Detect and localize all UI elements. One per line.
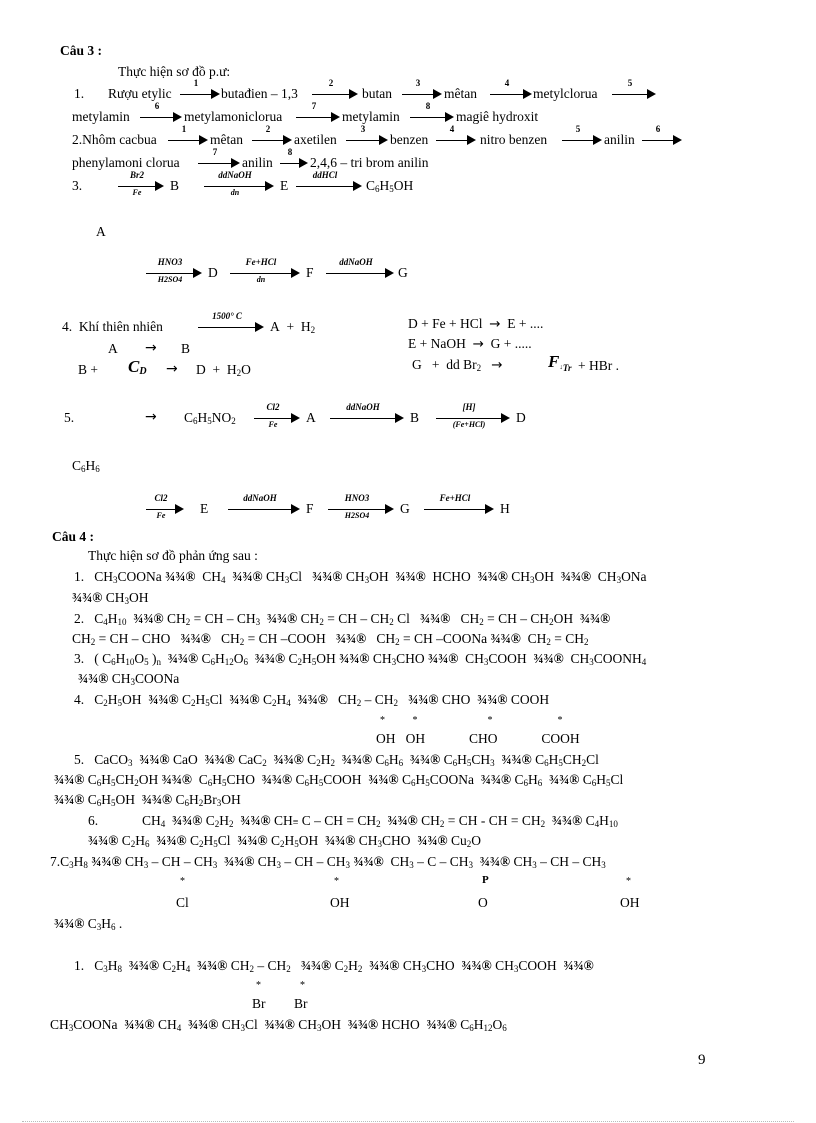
arrow-7: 7: [198, 157, 240, 169]
q2-item: phenylamoni clorua: [72, 155, 180, 170]
c4-8-sub1: Br: [252, 996, 266, 1011]
q5-D: D: [516, 410, 526, 425]
c4-8-mark1: *: [256, 980, 261, 991]
arrow-naoh: ddNaOH dn: [204, 180, 274, 192]
c4-6: 6. $CH_4$ ¾¾® $C_2H_2$ ¾¾® CH≡ C – CH = $CH_2$ ¾¾® $CH_2$ = CH - CH = $CH_2$ ¾¾® $C_4H_{10}$: [88, 813, 618, 829]
arrow-naoh2: ddNaOH: [326, 267, 394, 279]
cau3-intro: Thực hiện sơ đồ p.ư:: [118, 64, 231, 79]
c4-1: 1. $CH_3COONa$ ¾¾® $CH_4$ ¾¾® $CH_3Cl$ ¾¾® $CH_3OH$ ¾¾® HCHO ¾¾® $CH_3OH$ ¾¾® $CH_3ONa$: [74, 569, 647, 585]
q3-E: E: [280, 178, 289, 193]
q1-item: butađien – 1,3: [221, 86, 298, 101]
c4-7b: ¾¾® $C_3H_6$ .: [54, 916, 123, 932]
q4-l2b: B: [181, 341, 191, 356]
q2-item: benzen: [390, 132, 429, 147]
arrow-4: 4: [490, 88, 532, 100]
arrow-8: 8: [280, 157, 308, 169]
q3-G: G: [398, 265, 408, 280]
q1-item: metylclorua: [533, 86, 598, 101]
c4-7-mark1: *: [180, 876, 185, 887]
arrow-5: 5: [562, 134, 602, 146]
arrow-hno3b: HNO3 H2SO4: [328, 503, 394, 515]
q3-num: 3.: [72, 178, 83, 193]
arrow-6: 6: [642, 134, 682, 146]
arrow-1500: 1500° C: [198, 321, 264, 333]
q4-r2: E + NaOH → G + .....: [408, 336, 532, 352]
q5-E: E: [200, 501, 209, 516]
c4-1b: ¾¾® $CH_3OH$: [72, 590, 149, 606]
q1-item: metylamin: [342, 109, 400, 124]
arrow-cl2b: Cl2 Fe: [146, 503, 184, 515]
q5-c6h6: $C_6H_6$: [72, 458, 100, 474]
q5-arrow0: →: [145, 409, 157, 425]
arrow-naohb: ddNaOH: [228, 503, 300, 515]
c4-5b: ¾¾® $C_6H_5CH_2OH$ ¾¾® $C_6H_5CHO$ ¾¾® $C_6H_5COOH$ ¾¾® $C_6H_5COONa$ ¾¾® $C_6H_6$ ¾¾® $C_6H_5Cl$: [54, 772, 624, 788]
arrow-naoh: ddNaOH: [330, 412, 404, 424]
arrow-h: [H] (Fe+HCl): [436, 412, 510, 424]
page-bottom-rule: [22, 1121, 794, 1122]
c4-4: 4. $C_2H_5OH$ ¾¾® $C_2H_5Cl$ ¾¾® $C_2H_4$ ¾¾® $CH_2 - CH_2$ ¾¾® CHO ¾¾® COOH: [74, 692, 550, 708]
q4-l1end: $A + H_2$: [270, 319, 316, 335]
c4-5c: ¾¾® $C_6H_5OH$ ¾¾® $C_6H_2Br_3OH$: [54, 792, 241, 808]
q2-item: axetilen: [294, 132, 337, 147]
q4-line1: 4. Khí thiên nhiên: [62, 319, 163, 334]
cau4-heading: Câu 4 :: [52, 529, 95, 544]
c4-8-sub2: Br: [294, 996, 308, 1011]
arrow-fehcl: Fe+HCl dn: [230, 267, 300, 279]
q5-c6h5no2: $C_6H_5NO_2$: [184, 410, 236, 426]
q3-end: $C_6H_5OH$: [366, 178, 414, 194]
q4-l3a: B +: [78, 362, 98, 377]
cau4-intro: Thực hiện sơ đồ phản ứng sau :: [88, 548, 258, 563]
c4-7-mark3: P: [482, 874, 489, 886]
arrow-2: 2: [312, 88, 358, 100]
q4-r3e: + HBr .: [578, 358, 619, 373]
q1-item: metylamin: [72, 109, 130, 124]
c4-8-mark2: *: [300, 980, 305, 991]
c4-4-marks: * * * *: [380, 715, 563, 726]
arrow-3: 3: [346, 134, 388, 146]
q4-l2a: A: [108, 341, 118, 356]
c4-7: $7.C_3H_8$ ¾¾® $CH_3$ – CH – $CH_3$ ¾¾® $CH_3$ – CH – $CH_3$ ¾¾® $CH_3$ – C – $CH_3$ ¾¾® $CH_3$ – CH – $CH_3$: [50, 854, 606, 870]
q2-item: anilin: [604, 132, 635, 147]
q1-num: 1.: [74, 86, 85, 101]
q5-H: H: [500, 501, 510, 516]
q3-D: D: [208, 265, 218, 280]
q2-item: 2.Nhôm cacbua: [72, 132, 157, 147]
c4-2: 2. $C_4H_{10}$ ¾¾® $CH_2$ = CH – $CH_3$ ¾¾® $CH_2$ = CH – $CH_2$ Cl ¾¾® $CH_2$ = CH – $CH_2OH$ ¾¾®: [74, 611, 611, 627]
q1-item: magiê hydroxit: [456, 109, 539, 124]
arrow-hno3: HNO3 H2SO4: [146, 267, 202, 279]
arrow-cl2: Cl2 Fe: [254, 412, 300, 424]
c4-5: 5. CaCO$_3$ ¾¾® CaO ¾¾® CaC$_2$ ¾¾® $C_2H_2$ ¾¾® $C_6H_6$ ¾¾® $C_6H_5CH_3$ ¾¾® $C_6H_5CH_2Cl$: [74, 752, 599, 768]
q3-B: B: [170, 178, 180, 193]
q3-F: F: [306, 265, 314, 280]
arrow-4: 4: [436, 134, 476, 146]
q1-item: Rượu etylic: [108, 86, 172, 101]
q5-F: F: [306, 501, 314, 516]
c4-8b: $CH_3COONa$ ¾¾® $CH_4$ ¾¾® $CH_3Cl$ ¾¾® $CH_3OH$ ¾¾® HCHO ¾¾® $C_6H_{12}O_6$: [50, 1017, 507, 1033]
q1-item: metylamoniclorua: [184, 109, 283, 124]
arrow-hcl: ddHCl: [296, 180, 362, 192]
arrow-2: 2: [252, 134, 292, 146]
q2-item: mêtan: [210, 132, 243, 147]
c4-3b: ¾¾® $CH_3COONa$: [78, 671, 180, 687]
arrow-fehclb: Fe+HCl: [424, 503, 494, 515]
q4-cd: $C_D$: [128, 357, 147, 377]
q5-B: B: [410, 410, 420, 425]
c4-7-mark2: *: [334, 876, 339, 887]
q4-l2arrow: →: [145, 340, 157, 356]
page-number: 9: [698, 1052, 706, 1068]
arrow-5: 5: [612, 88, 656, 100]
q4-r3: G + dd $Br_2$ →: [412, 357, 503, 373]
q1-item: butan: [362, 86, 392, 101]
c4-8: 1. $C_3H_8$ ¾¾® $C_2H_4$ ¾¾® $CH_2 - CH_2$ ¾¾® $C_2H_2$ ¾¾® $CH_3CHO$ ¾¾® $CH_3COOH$ ¾¾®: [74, 958, 594, 974]
arrow-6: 6: [140, 111, 182, 123]
cau3-heading: Câu 3 :: [60, 43, 103, 58]
q2-item: anilin: [242, 155, 273, 170]
c4-7-sub1: Cl: [176, 895, 189, 910]
q1-item: mêtan: [444, 86, 477, 101]
arrow-1: 1: [168, 134, 208, 146]
c4-6b: ¾¾® $C_2H_6$ ¾¾® $C_2H_5Cl$ ¾¾® $C_2H_5OH$ ¾¾® $CH_3CHO$ ¾¾® $Cu_2O$: [88, 833, 481, 849]
arrow-7: 7: [296, 111, 340, 123]
c4-2b: $CH_2$ = CH – CHO ¾¾® $CH_2$ = CH –COOH ¾¾® $CH_2$ = CH –COONa ¾¾® $CH_2 = CH_2$: [72, 631, 589, 647]
q5-A: A: [306, 410, 316, 425]
arrow-1: 1: [180, 88, 220, 100]
q2-item: nitro benzen: [480, 132, 548, 147]
arrow-br2: Br2 Fe: [118, 180, 164, 192]
q5-G: G: [400, 501, 410, 516]
c4-4-sub: OH OH CHO COOH: [376, 731, 580, 746]
q5-num: 5.: [64, 410, 75, 425]
q4-l3b: $D + H_2O$: [196, 362, 251, 378]
c4-7-sub2: OH: [330, 895, 350, 910]
q4-l3arrow: →: [166, 361, 178, 377]
c4-3: 3. ( $C_6H_{10}O_5$ )$_n$ ¾¾® $C_6H_{12}O_6$ ¾¾® $C_2H_5OH$ ¾¾® $CH_3CHO$ ¾¾® $CH_3COOH$ ¾¾® $CH_3COONH_4$: [74, 651, 647, 667]
q3-A: A: [96, 224, 106, 239]
arrow-8: 8: [410, 111, 454, 123]
c4-7-sub4: OH: [620, 895, 640, 910]
c4-7-mark4: *: [626, 876, 631, 887]
q2-item: 2,4,6 – tri brom anilin: [310, 155, 429, 170]
c4-7-sub3: O: [478, 895, 488, 910]
q4-r1: D + Fe + HCl → E + ....: [408, 316, 544, 332]
q4-f: $F_{↓_{Tr}}$: [548, 352, 572, 373]
arrow-3: 3: [402, 88, 442, 100]
